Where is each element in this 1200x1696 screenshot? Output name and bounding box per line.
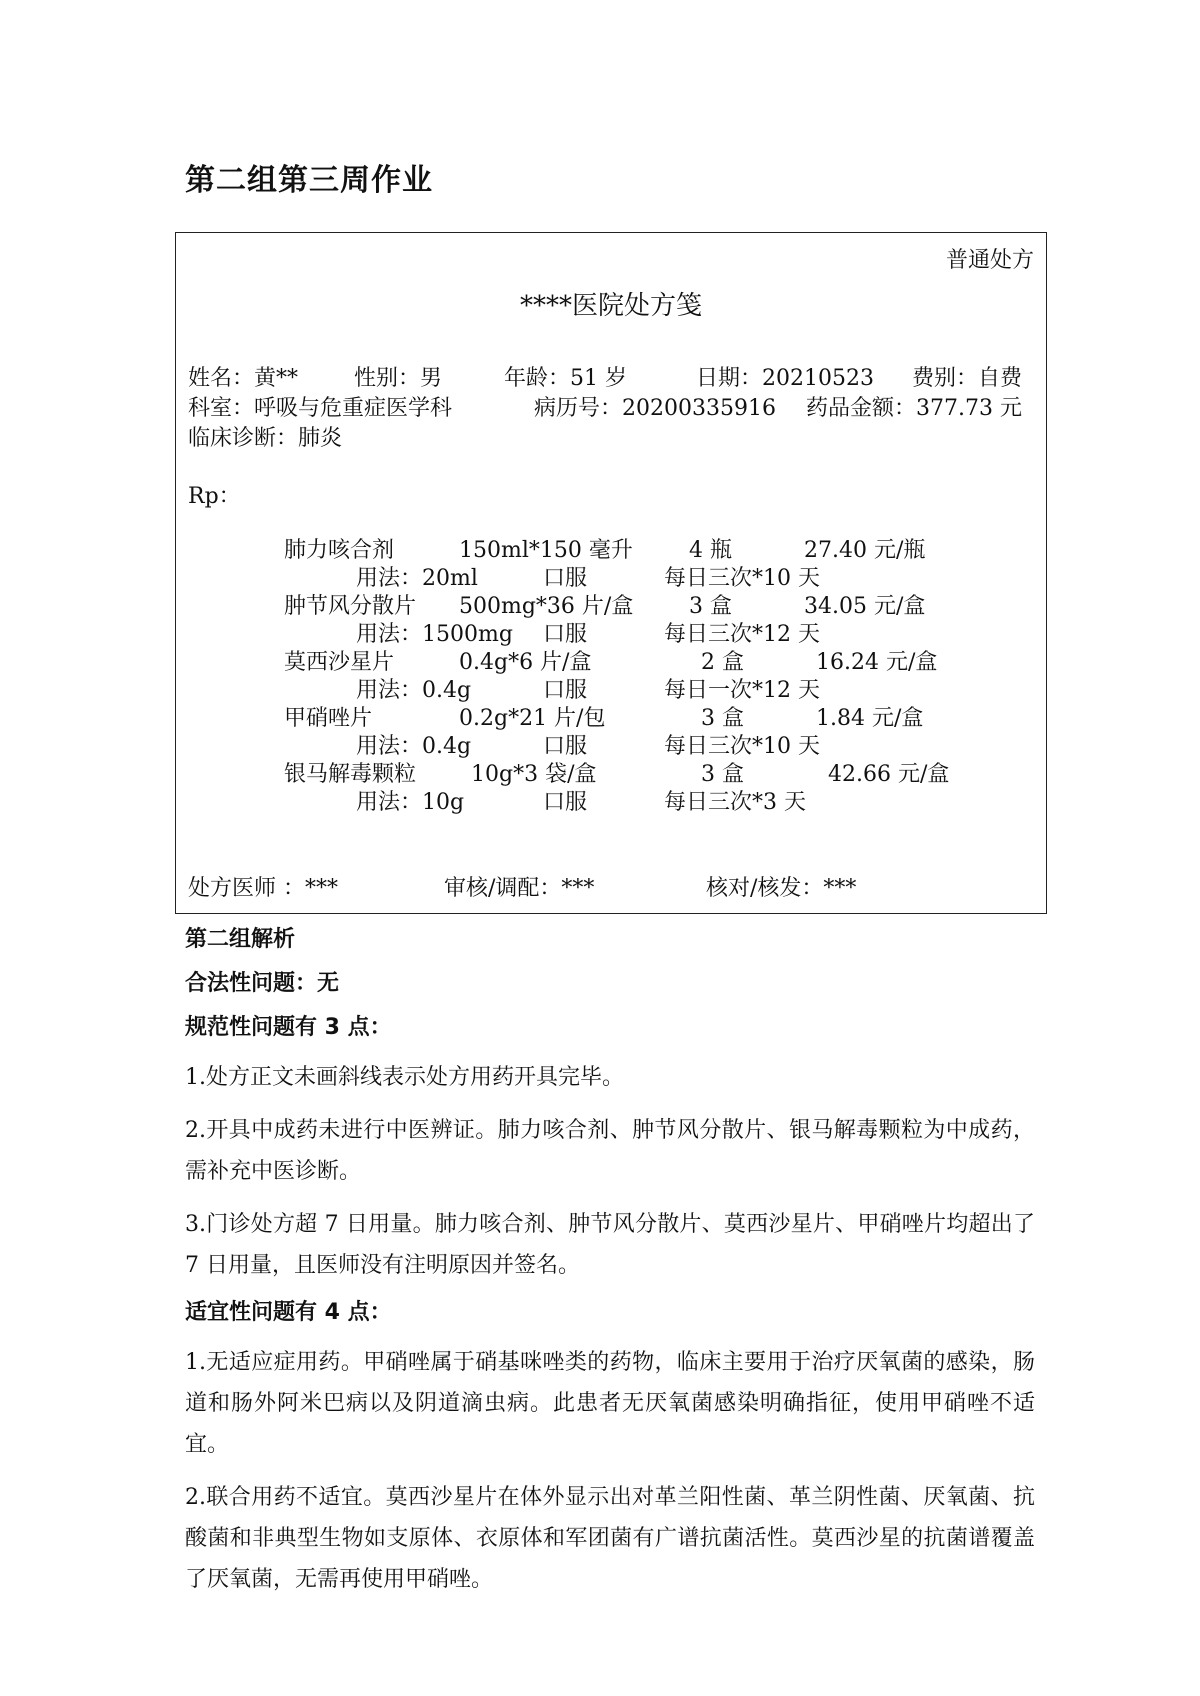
review-dispense: 审核/调配：*** <box>444 876 595 901</box>
medicine-item <box>176 701 1048 729</box>
usage-dose: 用法：20ml <box>356 566 478 591</box>
usage-frequency: 每日一次*12 天 <box>664 678 820 703</box>
usage-route: 口服 <box>543 678 588 703</box>
usage-dose: 用法：0.4g <box>356 678 472 703</box>
medicine-usage <box>176 617 1048 645</box>
medicine-spec: 10g*3 袋/盒 <box>471 762 597 787</box>
analysis-heading: 第二组解析 <box>185 927 296 952</box>
medicine-spec: 500mg*36 片/盒 <box>459 594 634 619</box>
medicine-usage <box>176 561 1048 589</box>
norm-item: 1.处方正文未画斜线表示处方用药开具完毕。 <box>185 1065 624 1090</box>
prescription-type: 普通处方 <box>945 248 1034 273</box>
hospital-title: ****医院处方笺 <box>519 291 702 321</box>
prescription-form <box>175 232 1047 914</box>
usage-route: 口服 <box>543 622 588 647</box>
usage-frequency: 每日三次*3 天 <box>664 790 806 815</box>
medicine-spec: 150ml*150 毫升 <box>459 538 633 563</box>
medicine-price: 27.40 元/瓶 <box>804 538 926 563</box>
usage-frequency: 每日三次*10 天 <box>664 566 820 591</box>
medicine-price: 1.84 元/盒 <box>816 706 924 731</box>
medicine-usage <box>176 729 1048 757</box>
medicine-item <box>176 645 1048 673</box>
medicine-spec: 0.4g*6 片/盒 <box>459 650 592 675</box>
medicine-name: 甲硝唑片 <box>284 706 373 731</box>
usage-frequency: 每日三次*12 天 <box>664 622 820 647</box>
medicine-name: 银马解毒颗粒 <box>284 762 417 787</box>
page-title: 第二组第三周作业 <box>185 163 433 198</box>
medicine-name: 肺力咳合剂 <box>284 538 395 563</box>
medicine-qty: 2 盒 <box>701 650 744 675</box>
medicine-item <box>176 757 1048 785</box>
record-number: 病历号：20200335916 <box>534 396 776 421</box>
patient-info-row-2 <box>176 391 1048 421</box>
signoff-row <box>176 871 1048 901</box>
medicine-qty: 3 盒 <box>701 762 744 787</box>
medicine-qty: 3 盒 <box>689 594 732 619</box>
medicine-usage <box>176 673 1048 701</box>
medicine-price: 34.05 元/盒 <box>804 594 926 619</box>
legality-issue: 合法性问题：无 <box>185 971 340 996</box>
usage-dose: 用法：0.4g <box>356 734 472 759</box>
department: 科室：呼吸与危重症医学科 <box>188 396 453 421</box>
medicine-qty: 3 盒 <box>701 706 744 731</box>
medicine-price: 42.66 元/盒 <box>828 762 950 787</box>
prescribing-doctor: 处方医师 ：*** <box>188 876 338 901</box>
medicine-name: 莫西沙星片 <box>284 650 395 675</box>
suitability-item: 2.联合用药不适宜。莫西沙星片在体外显示出对革兰阳性菌、革兰阴性菌、厌氧菌、抗酸菌和非典型生物如支原体、衣原体和军团菌有广谱抗菌活性。莫西沙星的抗菌谱覆盖了厌氧菌，无需再使用甲硝唑。 <box>185 1485 1035 1592</box>
usage-dose: 用法：10g <box>356 790 465 815</box>
patient-name: 姓名：黄** <box>188 366 299 391</box>
medicine-name: 肿节风分散片 <box>284 594 417 619</box>
usage-route: 口服 <box>543 566 588 591</box>
prescription-date: 日期：20210523 <box>696 366 874 391</box>
clinical-diagnosis: 临床诊断：肺炎 <box>188 426 343 451</box>
check-issue: 核对/核发：*** <box>706 876 857 901</box>
usage-route: 口服 <box>543 790 588 815</box>
patient-info-row-1 <box>176 361 1048 391</box>
usage-dose: 用法：1500mg <box>356 622 513 647</box>
medicine-item <box>176 589 1048 617</box>
drug-amount: 药品金额：377.73 元 <box>806 396 1022 421</box>
norm-item: 2.开具中成药未进行中医辨证。肺力咳合剂、肿节风分散片、银马解毒颗粒为中成药，需补充中医诊断。 <box>185 1118 1035 1184</box>
medicine-price: 16.24 元/盒 <box>816 650 938 675</box>
usage-frequency: 每日三次*10 天 <box>664 734 820 759</box>
rp-label: Rp： <box>188 484 241 509</box>
analysis-section <box>185 925 1035 1612</box>
norm-item: 3.门诊处方超 7 日用量。肺力咳合剂、肿节风分散片、莫西沙星片、甲硝唑片均超出了 7 日用量，且医师没有注明原因并签名。 <box>185 1212 1035 1278</box>
medicine-spec: 0.2g*21 片/包 <box>459 706 606 731</box>
medicine-usage <box>176 785 1048 813</box>
patient-gender: 性别：男 <box>354 366 443 391</box>
medicine-qty: 4 瓶 <box>689 538 732 563</box>
suitability-item: 1.无适应症用药。甲硝唑属于硝基咪唑类的药物，临床主要用于治疗厌氧菌的感染，肠道和肠外阿米巴病以及阴道滴虫病。此患者无厌氧菌感染明确指征，使用甲硝唑不适宜。 <box>185 1350 1035 1457</box>
patient-age: 年龄：51 岁 <box>504 366 627 391</box>
medicine-item <box>176 533 1048 561</box>
suitability-heading: 适宜性问题有 4 点： <box>185 1300 392 1325</box>
usage-route: 口服 <box>543 734 588 759</box>
norm-heading: 规范性问题有 3 点： <box>185 1015 392 1040</box>
fee-type: 费别：自费 <box>912 366 1023 391</box>
